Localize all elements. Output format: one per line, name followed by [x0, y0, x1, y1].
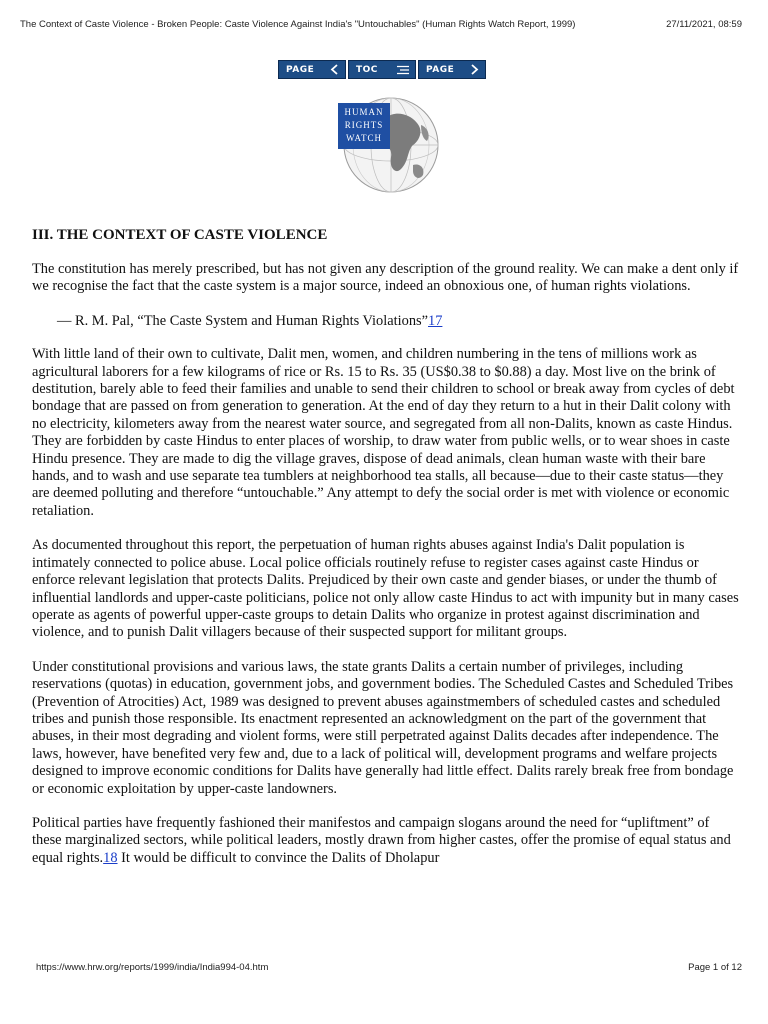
epigraph: The constitution has merely prescribed, but has not given any description of the ground reality. We can make a dent only if we recognise the fact that the caste system is a major source, indeed an obnoxious one, of human rights violations. — [32, 261, 739, 295]
page-navigation — [278, 60, 486, 79]
next-page-button[interactable] — [418, 60, 486, 79]
paragraph-4-end: It would be difficult to convince the Dalits of Dholapur — [117, 849, 440, 866]
prev-page-label: PAGE — [286, 64, 315, 75]
next-page-label: PAGE — [426, 64, 455, 75]
print-title: The Context of Caste Violence - Broken People: Caste Violence Against India's "Untouchables" (Human Rights Watch Report, 1999) — [20, 19, 576, 30]
epigraph-attribution — [32, 313, 742, 330]
toc-label: TOC — [356, 64, 378, 75]
paragraph-1: With little land of their own to cultivate, Dalit men, women, and children numbering in the tens of millions work as agricultural laborers for a few kilograms of rice or Rs. 15 to Rs. 35 (US$0.38 to $0.88) a day. Most live on the brink of destitution, barely able to feed their families and unable to send their children to school or break away from cycles of debt bondage that are passed on from generation to generation. At the end of day they return to a hut in their Dalit colony with no electricity, kilometers away from the nearest water source, and segregated from all non-Dalits, known as caste Hindus. They are forbidden by caste Hindus to enter places of worship, to draw water from public wells, or to wear shoes in caste Hindu presence. They are made to dig the village graves, dispose of dead animals, clean human waste with their bare hands, and to wash and use separate tea tumblers at neighborhood tea stalls, all because—due to their caste status—they are deemed polluting and therefore “untouchable.” Any attempt to defy the social order is met with violence or economic retaliation. — [32, 346, 735, 519]
chevron-right-icon — [470, 64, 479, 75]
footnote-link-18[interactable]: 18 — [103, 849, 118, 866]
logo-word-watch: WATCH — [346, 133, 382, 143]
print-page-number: Page 1 of 12 — [688, 962, 742, 973]
paragraph-4-start: Political parties have frequently fashioned their manifestos and campaign slogans around the need for “upliftment” of these marginalized sectors, while political leaders, mostly drawn from higher castes, offer the promise of equal status and equal rights. — [32, 814, 731, 866]
paragraph-2: As documented throughout this report, the perpetuation of human rights abuses against India's Dalit population is intimately connected to police abuse. Local police officials routinely refuse to register cases against caste Hindus or enforce relevant legislation that protects Dalits. Prejudiced by their own caste and gender biases, or under the thumb of influential landlords and upper-caste politicians, police not only allow caste Hindus to act with impunity but in many cases operate as agents of powerful upper-caste groups to detain Dalits who organize in protest against discrimination and violence, and to punish Dalit villagers because of their suspected support for militant groups. — [32, 537, 739, 641]
paragraph-3: Under constitutional provisions and various laws, the state grants Dalits a certain number of privileges, including reservations (quotas) in education, government jobs, and government bodies. The Scheduled Castes and Scheduled Tribes (Prevention of Atrocities) Act, 1989 was designed to prevent abuses againstmembers of scheduled castes and scheduled tribes and punish those responsible. Its enactment represented an acknowledgment on the part of the government that abuses, in their most degrading and violent forms, were still perpetrated against Dalits decades after independence. The laws, however, have benefited very few and, due to a lack of political will, development programs and welfare projects designed to improve economic conditions for Dalits have generally had little effect. Dalits rarely break free from bondage or economic exploitation by upper-caste landowners. — [32, 658, 734, 797]
chevron-left-icon — [330, 64, 339, 75]
page-title: III. THE CONTEXT OF CASTE VIOLENCE — [32, 227, 328, 243]
print-datetime: 27/11/2021, 08:59 — [666, 19, 742, 30]
prev-page-button[interactable] — [278, 60, 346, 79]
logo-word-rights: RIGHTS — [344, 120, 384, 130]
print-header — [20, 19, 742, 30]
print-footer — [36, 962, 742, 973]
paragraph-4 — [32, 815, 742, 867]
article-content — [32, 225, 742, 884]
hrw-logo — [329, 95, 441, 195]
print-url: https://www.hrw.org/reports/1999/india/India994-04.htm — [36, 962, 269, 973]
footnote-link-17[interactable]: 17 — [428, 312, 443, 329]
attribution-text: — R. M. Pal, “The Caste System and Human Rights Violations” — [57, 312, 429, 329]
logo-word-human: HUMAN — [344, 107, 384, 117]
toc-button[interactable] — [348, 60, 416, 79]
list-icon — [397, 65, 409, 75]
